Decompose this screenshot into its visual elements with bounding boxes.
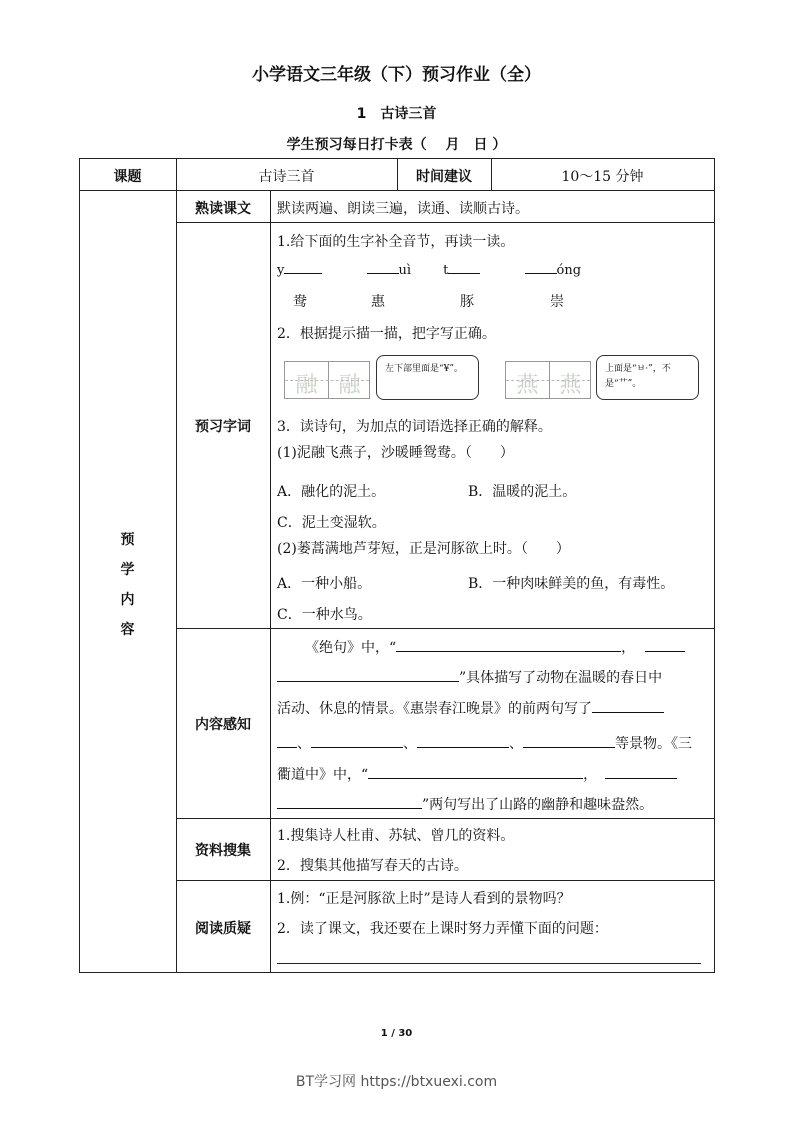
text: ”两句写出了山路的幽静和趣味盎然。 bbox=[422, 797, 654, 813]
blank[interactable] bbox=[525, 261, 557, 274]
trace-char: 融 bbox=[338, 373, 361, 398]
option[interactable]: C．泥土变湿软。 bbox=[277, 515, 386, 531]
hint-bubble: 左下部里面是“¥”。 bbox=[376, 355, 479, 400]
collect-label: 资料搜集 bbox=[195, 843, 251, 859]
blank[interactable] bbox=[592, 700, 664, 713]
topic-label: 课题 bbox=[113, 169, 142, 185]
sentence-1: (1)泥融飞燕子，沙暖睡鸳鸯。（ ） bbox=[277, 445, 514, 461]
char: 惠 bbox=[371, 294, 385, 310]
question-item: 1.例：“正是河豚欲上时”是诗人看到的景物吗？ bbox=[277, 891, 571, 907]
trace-grid bbox=[284, 361, 370, 399]
content-line bbox=[277, 698, 664, 718]
content-line bbox=[305, 637, 685, 657]
collect-item: 2．搜集其他描写春天的古诗。 bbox=[277, 858, 468, 874]
page-number: 1 / 30 bbox=[380, 1028, 413, 1039]
blank[interactable] bbox=[417, 735, 509, 748]
option[interactable]: A．融化的泥土。 bbox=[277, 484, 386, 500]
char: 鸯 bbox=[293, 294, 307, 310]
text: 、 bbox=[509, 736, 523, 752]
words-q2: 2．根据提示描一描，把字写正确。 bbox=[277, 326, 496, 342]
watermark-link[interactable]: BT学习网 https://btxuexi.com bbox=[295, 1074, 498, 1090]
section-char: 容 bbox=[120, 622, 135, 638]
collect-item: 1.搜集诗人杜甫、苏轼、曾几的资料。 bbox=[277, 828, 515, 844]
option[interactable]: C．一种水鸟。 bbox=[277, 607, 372, 623]
trace-char: 融 bbox=[295, 373, 318, 398]
char: 崇 bbox=[550, 294, 564, 310]
option[interactable]: B．温暖的泥土。 bbox=[468, 484, 577, 500]
blank[interactable] bbox=[645, 639, 685, 652]
checkin-title: 学生预习每日打卡表（ 月 日 ） bbox=[286, 137, 507, 153]
blank[interactable] bbox=[277, 669, 459, 682]
text: 衢道中》中，“ bbox=[277, 767, 369, 783]
words-label: 预习字词 bbox=[195, 419, 251, 435]
blank[interactable] bbox=[367, 261, 399, 274]
answer-line[interactable] bbox=[277, 963, 701, 964]
hint-bubble: 上面是“ㅂ·”，不是“艹”。 bbox=[596, 355, 699, 400]
text: ， bbox=[583, 767, 598, 783]
blank[interactable] bbox=[605, 766, 677, 779]
pinyin: uì bbox=[398, 263, 412, 278]
pinyin: y bbox=[277, 263, 285, 278]
blank[interactable] bbox=[277, 735, 297, 748]
trace-char: 燕 bbox=[516, 373, 539, 398]
blank[interactable] bbox=[523, 735, 615, 748]
time-label: 时间建议 bbox=[416, 169, 472, 185]
question-item: 2．读了课文，我还要在上课时努力弄懂下面的问题： bbox=[277, 921, 608, 937]
content-label: 内容感知 bbox=[195, 717, 251, 733]
char: 豚 bbox=[460, 294, 474, 310]
text: 、 bbox=[403, 736, 417, 752]
text: 《绝句》中，“ bbox=[305, 640, 397, 656]
read-label: 熟读课文 bbox=[195, 201, 251, 217]
words-q3: 3．读诗句，为加点的词语选择正确的解释。 bbox=[277, 419, 552, 435]
text: ， bbox=[621, 640, 636, 656]
blank[interactable] bbox=[277, 796, 422, 809]
content-line bbox=[277, 733, 692, 753]
content-line bbox=[277, 764, 677, 784]
text: 活动、休息的情景。《惠崇春江晚景》的前两句写了 bbox=[277, 701, 592, 717]
blank[interactable] bbox=[368, 766, 583, 779]
option[interactable]: A．一种小船。 bbox=[277, 576, 372, 592]
time-value: 10～15 分钟 bbox=[561, 169, 644, 185]
pinyin: óng bbox=[556, 263, 582, 278]
pinyin-row bbox=[277, 261, 581, 278]
section-char: 预 bbox=[120, 532, 135, 548]
section-char: 内 bbox=[120, 592, 135, 608]
option[interactable]: B．一种肉味鲜美的鱼，有毒性。 bbox=[468, 576, 675, 592]
trace-grid bbox=[505, 361, 591, 399]
blank[interactable] bbox=[311, 735, 403, 748]
content-line bbox=[277, 667, 662, 687]
lesson-title: 1 古诗三首 bbox=[356, 106, 437, 122]
content-line bbox=[277, 794, 653, 814]
topic-value: 古诗三首 bbox=[258, 169, 315, 185]
pinyin: t bbox=[443, 263, 449, 278]
trace-char: 燕 bbox=[559, 373, 582, 398]
question-label: 阅读质疑 bbox=[195, 921, 251, 937]
section-char: 学 bbox=[120, 562, 135, 578]
section-label bbox=[79, 525, 176, 645]
words-q1: 1.给下面的生字补全音节，再读一读。 bbox=[277, 234, 515, 250]
text: 等景物。《三 bbox=[615, 736, 692, 752]
document-title: 小学语文三年级（下）预习作业（全） bbox=[252, 65, 541, 85]
sentence-2: (2)蒌蒿满地芦芽短，正是河豚欲上时。（ ） bbox=[277, 541, 570, 557]
read-text: 默读两遍、朗读三遍，读通、读顺古诗。 bbox=[277, 201, 529, 217]
blank[interactable] bbox=[284, 261, 322, 274]
blank[interactable] bbox=[448, 261, 480, 274]
text: 、 bbox=[297, 736, 311, 752]
text: ”具体描写了动物在温暖的春日中 bbox=[459, 670, 663, 686]
blank[interactable] bbox=[396, 639, 621, 652]
